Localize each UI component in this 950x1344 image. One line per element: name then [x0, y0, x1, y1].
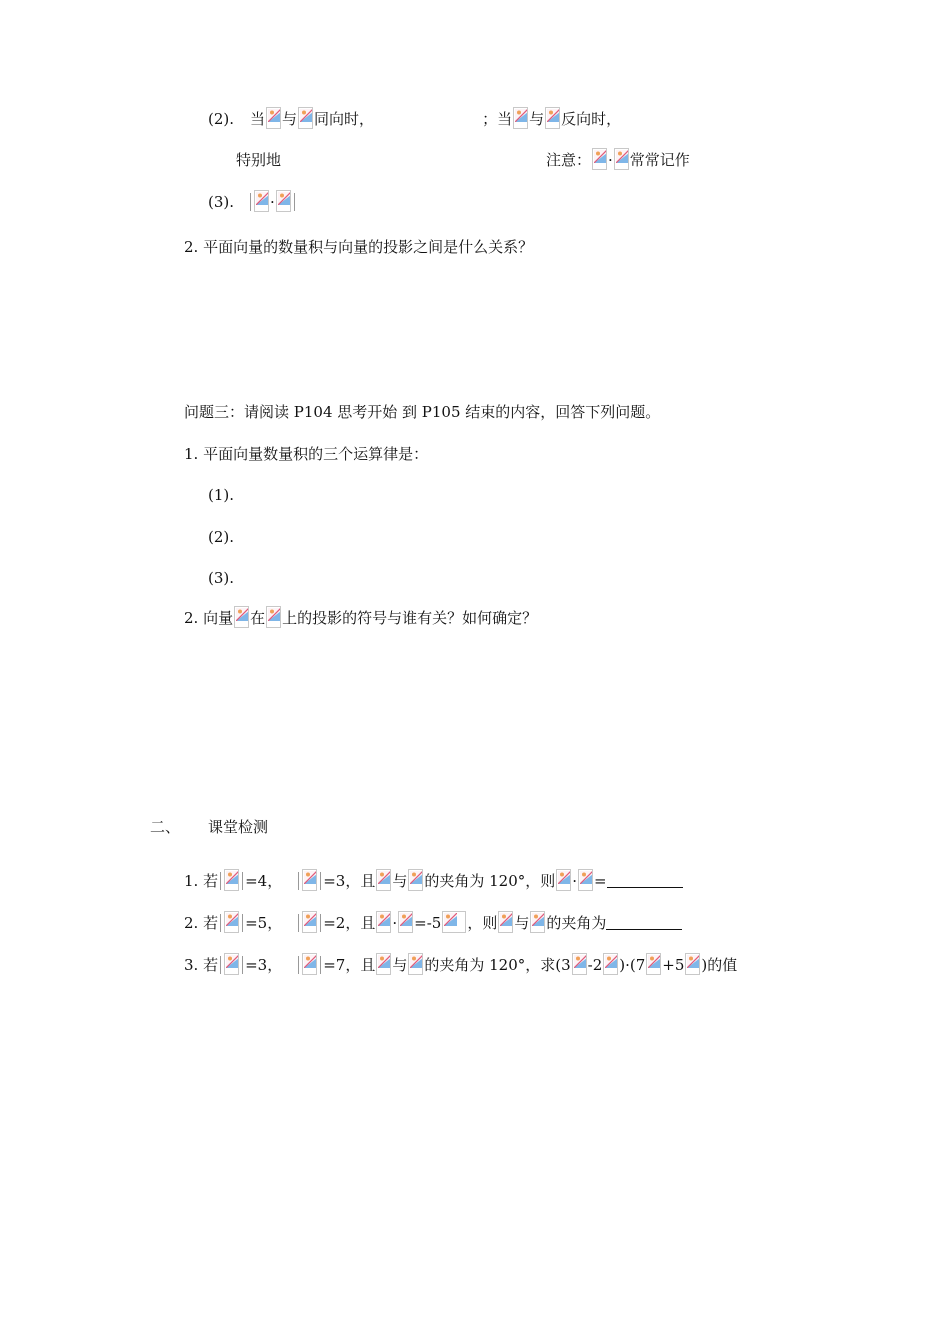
text: 常常记作 [629, 151, 690, 169]
text: =7，且 [323, 956, 376, 974]
broken-image-icon [376, 911, 391, 933]
broken-image-icon [572, 953, 587, 975]
text: 2. 向量 [184, 609, 234, 627]
broken-image-icon [513, 107, 528, 129]
text: 与 [529, 110, 545, 128]
item-number: (3). [208, 193, 235, 211]
section-number: 二、 [150, 818, 181, 836]
broken-image-icon [398, 911, 413, 933]
item-number: (2). [208, 110, 235, 128]
dot-operator: · [572, 872, 578, 890]
answer-blank[interactable] [607, 871, 683, 888]
broken-image-icon [266, 107, 281, 129]
text: -2 [587, 956, 603, 974]
text: 的夹角为 [546, 914, 607, 932]
text: = [594, 872, 607, 890]
text: 3. 若 [184, 956, 219, 974]
broken-image-icon [302, 911, 317, 933]
broken-image-icon [498, 911, 513, 933]
text: 上的投影的符号与谁有关？如何确定？ [282, 609, 538, 627]
dot-operator: · [608, 151, 613, 169]
text: 与 [514, 914, 530, 932]
problem-3-title [184, 400, 660, 424]
abs-bar [250, 193, 251, 211]
text: +5 [662, 956, 685, 974]
text: =3， [245, 956, 283, 974]
abs-bar [242, 914, 243, 932]
text: =-5 [414, 914, 442, 932]
text: )的值 [701, 956, 738, 974]
abs-bar [242, 872, 243, 890]
broken-image-icon [302, 869, 317, 891]
special-label [236, 148, 281, 172]
text: 2. 若 [184, 914, 219, 932]
broken-image-icon [376, 869, 391, 891]
text: =3，且 [323, 872, 376, 890]
text: ；当 [482, 110, 513, 128]
broken-image-icon [646, 953, 661, 975]
note-line [546, 148, 690, 172]
broken-image-icon [442, 911, 466, 933]
text: 特别地 [236, 151, 282, 169]
text: 当 [250, 110, 266, 128]
text: 1. 平面向量数量积的三个运算律是： [184, 445, 429, 463]
text: 与 [282, 110, 298, 128]
text: 2. 平面向量的数量积与向量的投影之间是什么关系？ [184, 238, 534, 256]
broken-image-icon [545, 107, 560, 129]
broken-image-icon [578, 869, 593, 891]
text: =5， [245, 914, 283, 932]
broken-image-icon [224, 869, 239, 891]
abs-bar [320, 914, 321, 932]
problem-3-q1 [184, 442, 428, 466]
item-2-line [208, 107, 621, 131]
text: =4， [245, 872, 283, 890]
broken-image-icon [224, 911, 239, 933]
section-title: 课堂检测 [208, 818, 269, 836]
question-2 [184, 235, 533, 259]
text: 1. 若 [184, 872, 219, 890]
text: 的夹角为 120°，求(3 [424, 956, 571, 974]
broken-image-icon [302, 953, 317, 975]
broken-image-icon [376, 953, 391, 975]
problem-3-q2 [184, 606, 537, 630]
abs-bar [320, 956, 321, 974]
abs-bar [220, 872, 221, 890]
abs-bar [320, 872, 321, 890]
broken-image-icon [266, 606, 281, 628]
broken-image-icon [254, 190, 269, 212]
text: ，则 [467, 914, 498, 932]
text: 同向时， [314, 110, 375, 128]
broken-image-icon [614, 148, 629, 170]
text: 与 [392, 956, 408, 974]
text: 问题三：请阅读 P104 思考开始 到 P105 结束的内容，回答下列问题。 [184, 403, 661, 421]
text: 在 [250, 609, 266, 627]
abs-bar [220, 956, 221, 974]
section-2-heading [150, 815, 268, 839]
text: (3). [208, 569, 235, 587]
broken-image-icon [276, 190, 291, 212]
abs-bar [298, 914, 299, 932]
dot-operator: · [270, 193, 275, 211]
text: )·(7 [619, 956, 646, 974]
broken-image-icon [603, 953, 618, 975]
text: 的夹角为 120°，则 [424, 872, 556, 890]
broken-image-icon [685, 953, 700, 975]
broken-image-icon [234, 606, 249, 628]
abs-bar [298, 956, 299, 974]
exercise-3 [184, 953, 737, 977]
exercise-1 [184, 869, 683, 893]
exercise-2 [184, 911, 682, 935]
text: (1). [208, 486, 235, 504]
text: 反向时， [561, 110, 622, 128]
broken-image-icon [298, 107, 313, 129]
text: 与 [392, 872, 408, 890]
abs-bar [294, 193, 295, 211]
broken-image-icon [592, 148, 607, 170]
law-3 [208, 566, 234, 590]
dot-operator: · [392, 914, 398, 932]
broken-image-icon [408, 869, 423, 891]
abs-bar [298, 872, 299, 890]
abs-bar [220, 914, 221, 932]
law-1 [208, 483, 234, 507]
item-3-line [208, 190, 297, 214]
broken-image-icon [530, 911, 545, 933]
text: =2，且 [323, 914, 376, 932]
broken-image-icon [556, 869, 571, 891]
law-2 [208, 525, 234, 549]
answer-blank[interactable] [606, 913, 682, 930]
broken-image-icon [408, 953, 423, 975]
text: 注意： [546, 151, 592, 169]
broken-image-icon [224, 953, 239, 975]
text: (2). [208, 528, 235, 546]
abs-bar [242, 956, 243, 974]
